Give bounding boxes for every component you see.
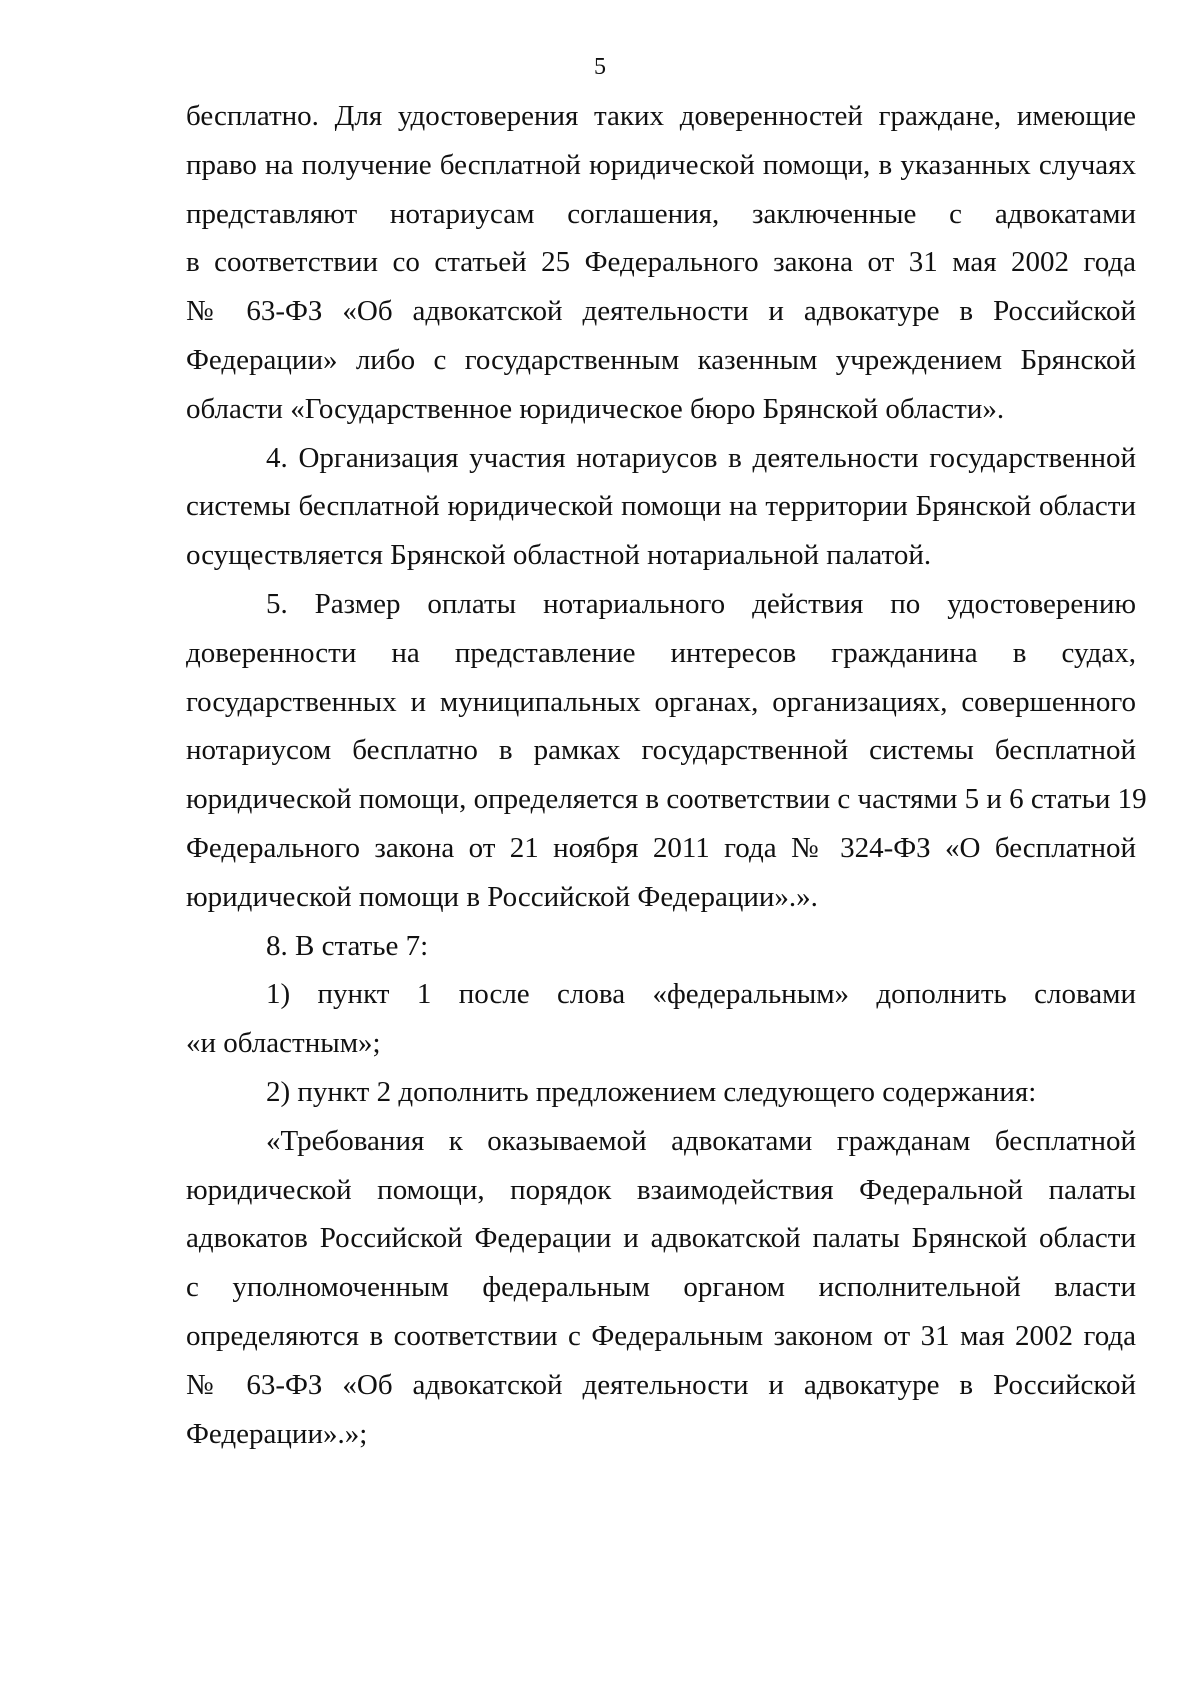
text-line: юридической помощи, порядок взаимодействия Федеральной палаты — [186, 1173, 1136, 1206]
paragraph-quoted-requirements — [186, 1117, 1136, 1459]
text-line: системы бесплатной юридической помощи на территории Брянской области — [186, 490, 1136, 523]
paragraph-section-8 — [186, 922, 1136, 971]
text-line: 2) пункт 2 дополнить предложением следующего содержания: — [266, 1075, 1037, 1108]
text-line: государственных и муниципальных органах, организациях, совершенного — [186, 685, 1136, 718]
text-line: Федерации».»; — [186, 1417, 368, 1450]
paragraph-notary-agreements — [186, 92, 1136, 434]
text-line: № 63-ФЗ «Об адвокатской деятельности и адвокатуре в Российской — [186, 295, 1136, 328]
text-line: Федерации» либо с государственным казенным учреждением Брянской — [186, 343, 1136, 376]
text-line: «Требования к оказываемой адвокатами гражданам бесплатной — [266, 1124, 1136, 1157]
text-line: право на получение бесплатной юридической помощи, в указанных случаях — [186, 148, 1136, 181]
text-line: в соответствии со статьей 25 Федерального закона от 31 мая 2002 года — [186, 246, 1136, 279]
text-line: 1) пункт 1 после слова «федеральным» дополнить словами — [266, 978, 1136, 1011]
text-line: с уполномоченным федеральным органом исполнительной власти — [186, 1271, 1136, 1304]
paragraph-item-5 — [186, 580, 1147, 922]
page-number: 5 — [594, 54, 606, 80]
text-line: области «Государственное юридическое бюро Брянской области». — [186, 392, 1005, 425]
text-line: № 63-ФЗ «Об адвокатской деятельности и адвокатуре в Российской — [186, 1368, 1136, 1401]
text-line: 5. Размер оплаты нотариального действия по удостоверению — [266, 587, 1136, 620]
text-line: 8. В статье 7: — [266, 929, 429, 962]
text-line: бесплатно. Для удостоверения таких доверенностей граждане, имеющие — [186, 100, 1136, 132]
text-line: «и областным»; — [186, 1027, 381, 1060]
paragraph-item-4 — [186, 434, 1136, 580]
text-line: представляют нотариусам соглашения, заключенные с адвокатами — [186, 197, 1136, 230]
text-line: нотариусом бесплатно в рамках государственной системы бесплатной — [186, 734, 1136, 767]
text-line: юридической помощи в Российской Федерации».». — [186, 880, 818, 913]
text-line: адвокатов Российской Федерации и адвокатской палаты Брянской области — [186, 1222, 1136, 1255]
text-line: Федерального закона от 21 ноября 2011 года № 324-ФЗ «О бесплатной — [186, 831, 1136, 864]
document-body — [186, 92, 1147, 1458]
text-line: осуществляется Брянской областной нотариальной палатой. — [186, 539, 932, 572]
paragraph-subitem-2 — [186, 1068, 1136, 1117]
text-line: 4. Организация участия нотариусов в деятельности государственной — [266, 441, 1136, 474]
text-line: определяются в соответствии с Федеральным законом от 31 мая 2002 года — [186, 1319, 1136, 1352]
paragraph-subitem-1 — [186, 970, 1136, 1068]
text-line: юридической помощи, определяется в соответствии с частями 5 и 6 статьи 19 — [186, 783, 1147, 816]
text-line: доверенности на представление интересов гражданина в судах, — [186, 636, 1136, 669]
